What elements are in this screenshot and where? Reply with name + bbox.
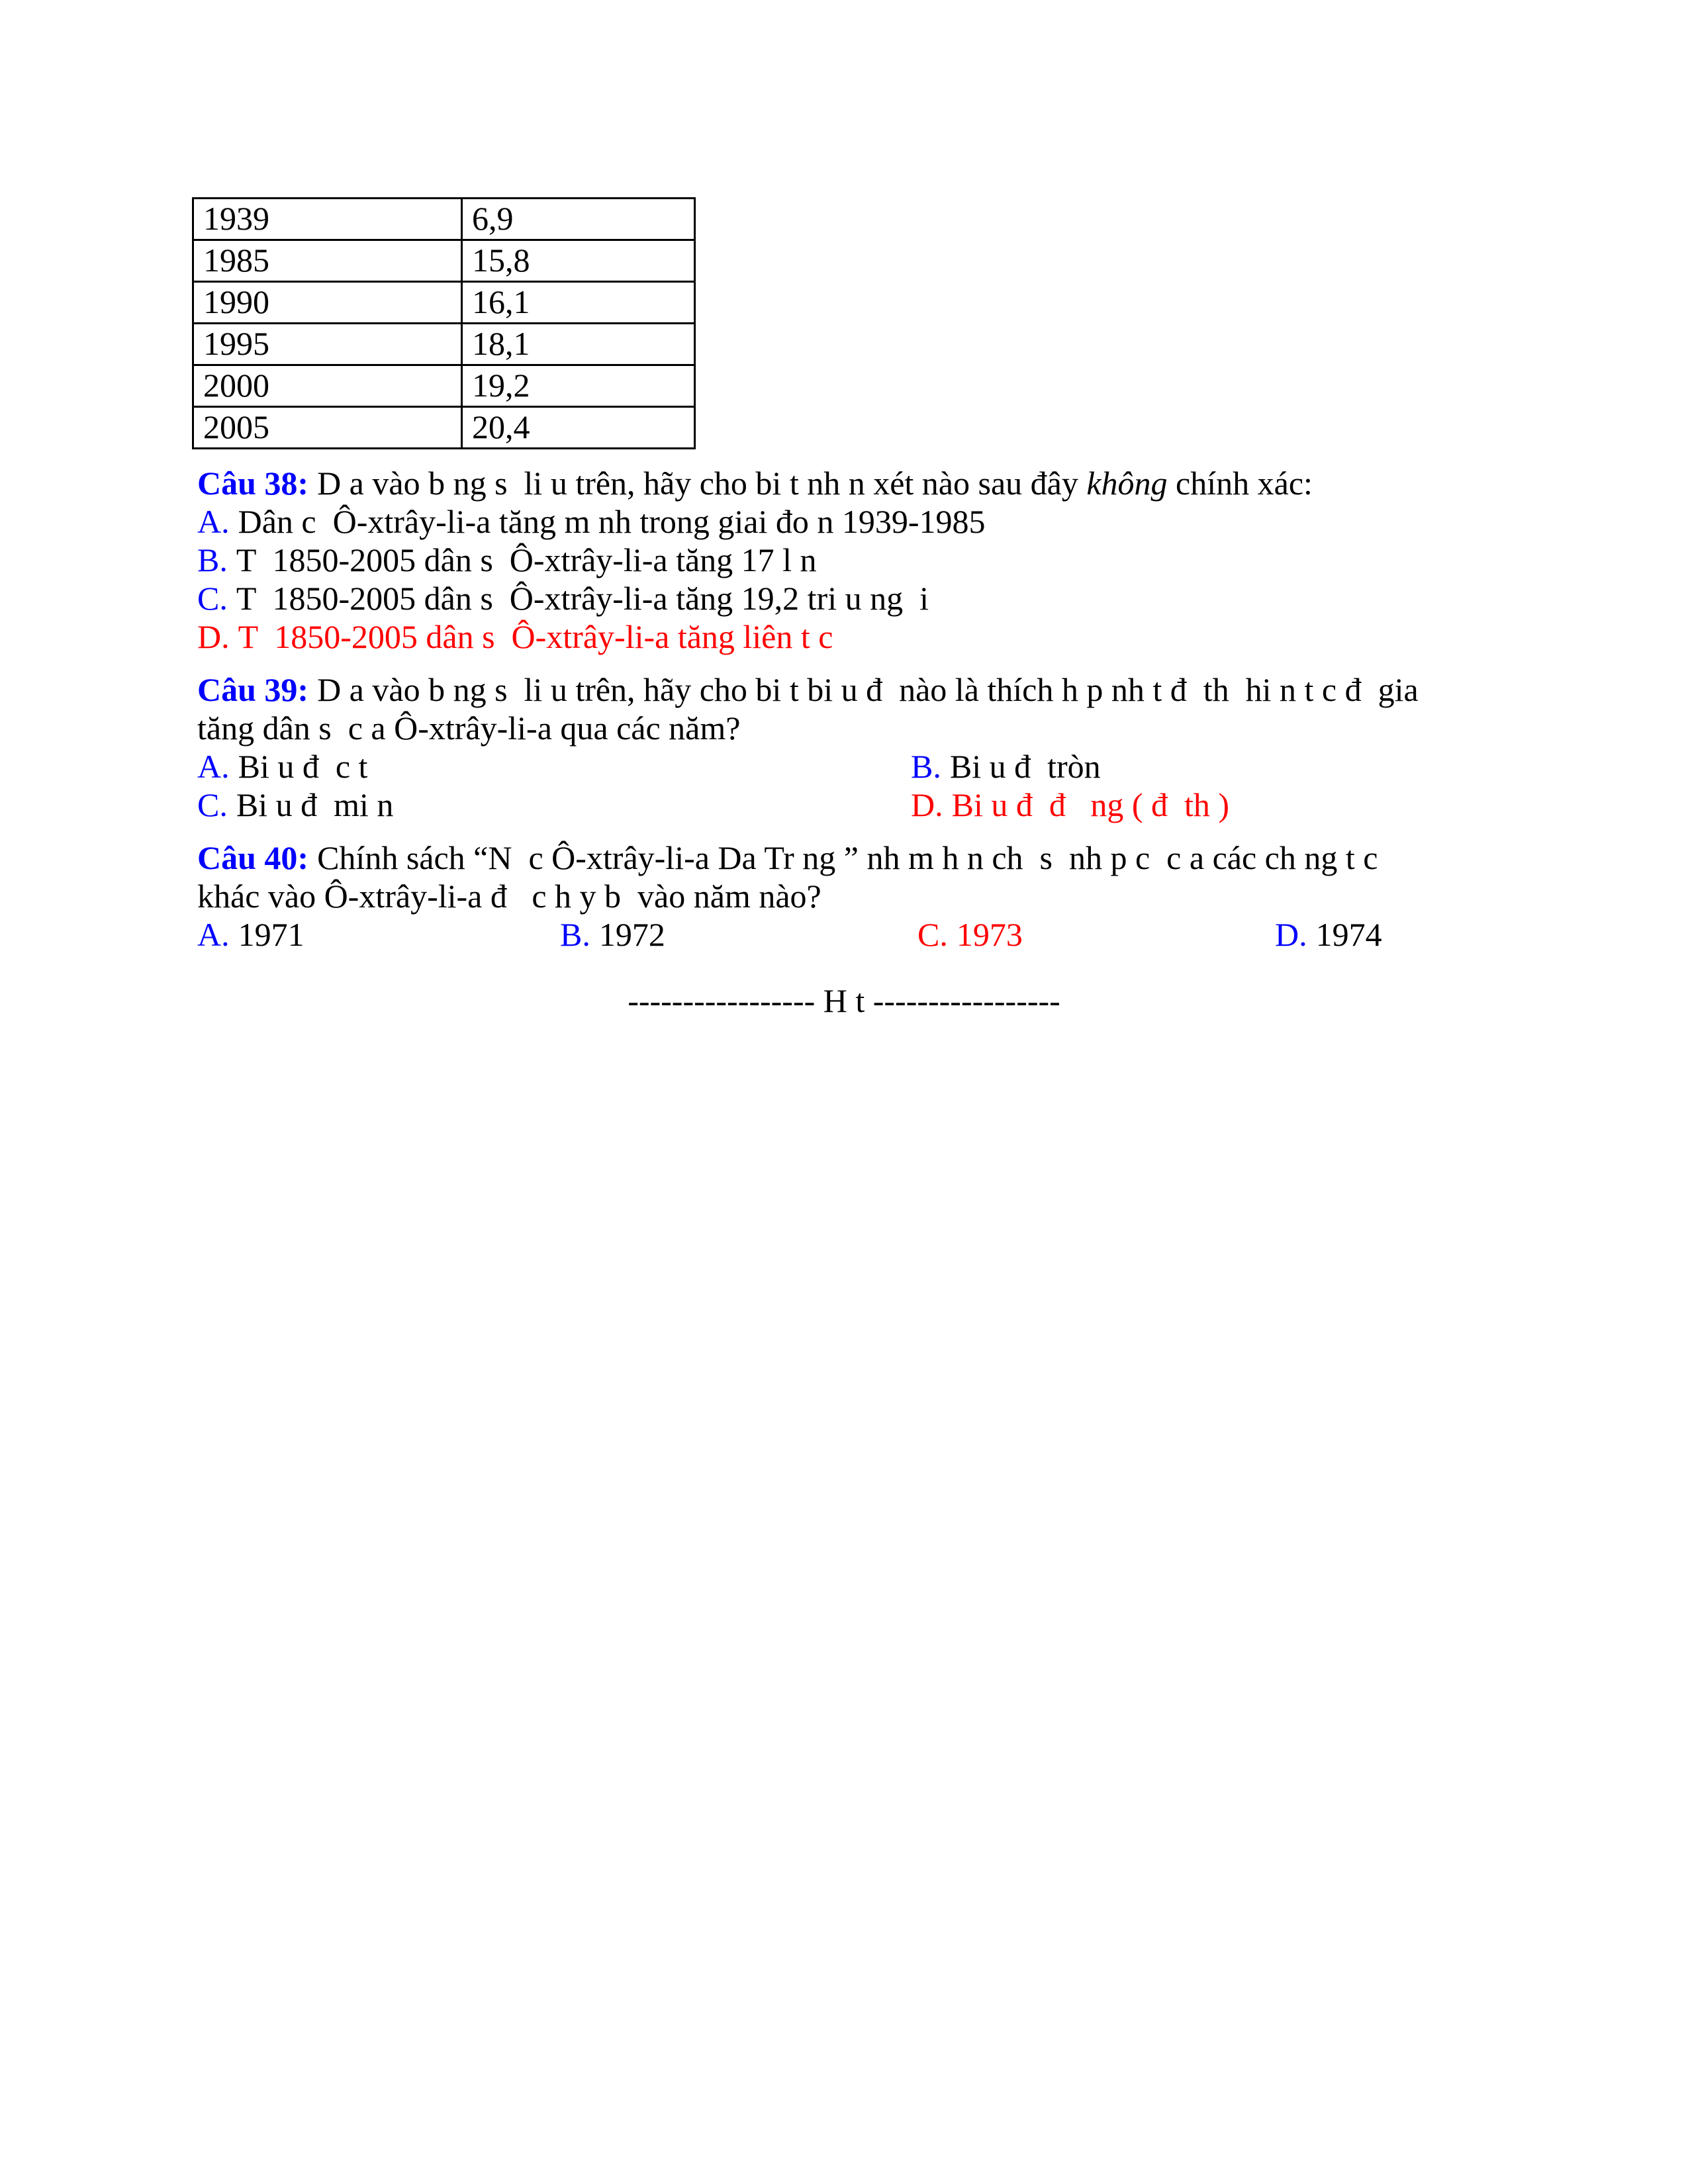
- q39-option-a: [197, 747, 911, 786]
- option-letter: A.: [197, 916, 230, 953]
- option-letter: A.: [197, 503, 230, 540]
- option-letter: C.: [917, 916, 948, 953]
- q39-options: [197, 747, 1491, 824]
- option-letter: B.: [197, 541, 228, 578]
- table-row: [193, 240, 695, 282]
- q38-option-c: [197, 579, 1491, 617]
- question-38: [197, 464, 1491, 502]
- option-text: 1971: [238, 916, 305, 953]
- table-cell-value: 16,1: [462, 282, 695, 324]
- table-cell-year: 1939: [193, 199, 462, 240]
- option-letter: C.: [197, 786, 228, 823]
- option-text: T 1850-2005 dân s Ô-xtrây-li-a tăng liên t c: [238, 618, 833, 655]
- option-letter: B.: [560, 916, 590, 953]
- q40-option-d: [1275, 915, 1491, 954]
- option-letter: C.: [197, 580, 228, 617]
- table-cell-value: 15,8: [462, 240, 695, 282]
- table-cell-value: 6,9: [462, 199, 695, 240]
- table-cell-year: 2005: [193, 407, 462, 449]
- option-text: T 1850-2005 dân s Ô-xtrây-li-a tăng 19,2 tri u ng i: [236, 580, 929, 617]
- option-text: Dân c Ô-xtrây-li-a tăng m nh trong giai đo n 1939-1985: [238, 503, 986, 540]
- question-40-text-line2: khác vào Ô-xtrây-li-a đ c h y b vào năm nào?: [197, 878, 821, 915]
- option-letter: D.: [197, 618, 230, 655]
- table-cell-value: 19,2: [462, 365, 695, 407]
- end-of-test-marker: ----------------- H t -----------------: [628, 982, 1060, 1019]
- question-40-text-line1: Chính sách “N c Ô-xtrây-li-a Da Tr ng ” nh m h n ch s nh p c c a các ch ng t c: [317, 839, 1378, 876]
- question-38-text-italic: không: [1086, 465, 1168, 502]
- q39-option-b: [911, 747, 1491, 786]
- question-38-text-pre: D a vào b ng s li u trên, hãy cho bi t nh n xét nào sau đây: [317, 465, 1087, 502]
- q39-option-d: [911, 786, 1491, 824]
- option-text: 1974: [1315, 916, 1382, 953]
- q40-option-b: [560, 915, 917, 954]
- option-text: T 1850-2005 dân s Ô-xtrây-li-a tăng 17 l n: [236, 541, 817, 578]
- option-text: Bi u đ mi n: [236, 786, 394, 823]
- table-row: [193, 324, 695, 365]
- question-39-label: Câu 39:: [197, 671, 309, 708]
- question-40: [197, 839, 1491, 915]
- question-39-text-line1: D a vào b ng s li u trên, hãy cho bi t bi u đ nào là thích h p nh t đ th hi n t c đ gia: [317, 671, 1419, 708]
- option-text: Bi u đ c t: [238, 748, 368, 785]
- option-text: Bi u đ đ ng ( đ th ): [951, 786, 1230, 823]
- table-cell-year: 1995: [193, 324, 462, 365]
- q40-option-a: [197, 915, 560, 954]
- table-row: [193, 365, 695, 407]
- q38-option-b: [197, 541, 1491, 579]
- option-letter: B.: [911, 748, 941, 785]
- table-cell-value: 20,4: [462, 407, 695, 449]
- q40-options: [197, 915, 1491, 954]
- table-row: [193, 282, 695, 324]
- table-cell-year: 2000: [193, 365, 462, 407]
- option-text: Bi u đ tròn: [949, 748, 1101, 785]
- question-38-text-post: chính xác:: [1167, 465, 1313, 502]
- option-letter: D.: [1275, 916, 1307, 953]
- option-letter: A.: [197, 748, 230, 785]
- q39-option-c: [197, 786, 911, 824]
- option-text: 1973: [956, 916, 1023, 953]
- option-text: 1972: [598, 916, 665, 953]
- question-39: [197, 670, 1491, 747]
- question-40-label: Câu 40:: [197, 839, 309, 876]
- table-cell-value: 18,1: [462, 324, 695, 365]
- table-cell-year: 1985: [193, 240, 462, 282]
- q38-option-d: [197, 617, 1491, 656]
- document-page: [0, 0, 1688, 1020]
- q40-option-c: [917, 915, 1275, 954]
- question-38-label: Câu 38:: [197, 465, 309, 502]
- table-row: [193, 407, 695, 449]
- table-row: [193, 199, 695, 240]
- population-data-table: [192, 197, 696, 449]
- q38-option-a: [197, 502, 1491, 541]
- table-cell-year: 1990: [193, 282, 462, 324]
- option-letter: D.: [911, 786, 943, 823]
- question-39-text-line2: tăng dân s c a Ô-xtrây-li-a qua các năm?: [197, 709, 741, 747]
